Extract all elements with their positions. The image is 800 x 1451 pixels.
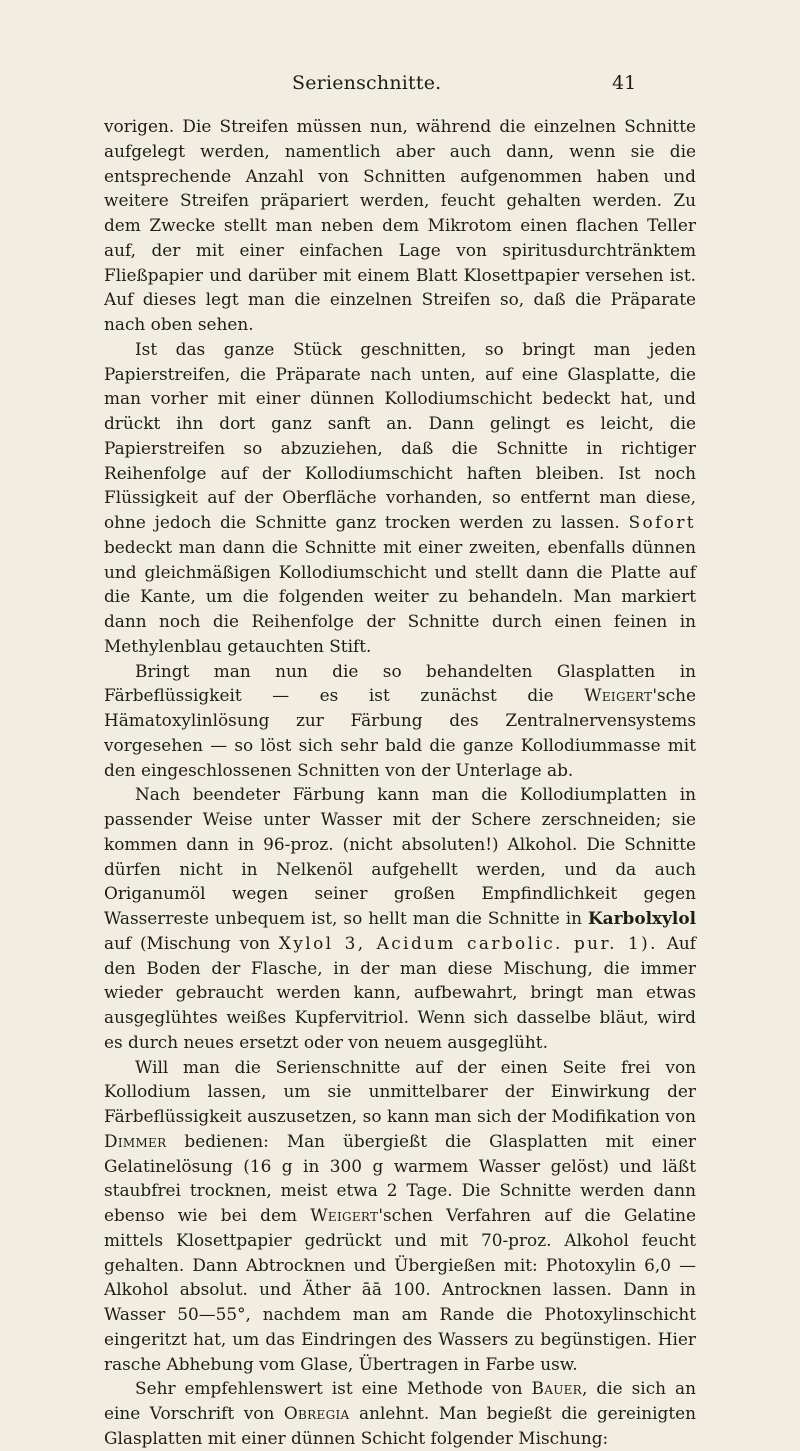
paragraph-5-text-b: bedienen: Man übergießt die Glasplatten mit einer Gelatinelösung (16 g in 300 g warmem Wasser gelöst) und läßt staubfrei trocknen, meist etwa 2 Tage. Die Schnitte werden dann ebenso wie bei dem xyxy=(104,1130,696,1225)
author-name-dimmer: Dimmer xyxy=(104,1130,167,1151)
author-name-obregia: Obregia xyxy=(283,1403,350,1423)
paragraph-1 xyxy=(104,114,696,337)
paragraph-4 xyxy=(104,782,696,1054)
author-name-bauer: Bauer xyxy=(531,1378,583,1399)
emphasis-karbolxylol: Karbolxylol xyxy=(588,908,696,928)
paragraph-5-text-c: 'schen Verfahren auf die Gelatine mittels Klosettpapier gedrückt und mit 70-proz. Alkohol feucht gehalten. Dann Abtrocknen und Übergießen mit: Photoxylin 6,0 — Alkohol absolut. und Äther āā 100. Antrocknen lassen. Dann in Wasser 50—55°, nachdem man am Rande die Photoxylinschicht eingeritzt hat, um das Eindringen des Wassers zu begünstigen. Hier rasche Abhebung vom Glase, Übertragen in Farbe usw. xyxy=(104,1205,696,1374)
paragraph-2-text-a: Ist das ganze Stück geschnitten, so bringt man jeden Papierstreifen, die Präparate nach unten, auf eine Glasplatte, die man vorher mit einer dünnen Kollodiumschicht bedeckt hat, und drückt ihn dort ganz sanft an. Dann gelingt es leicht, die Papierstreifen so abzuziehen, daß die Schnitte in richtiger Reihenfolge auf der Kollodiumschicht haften bleiben. Ist noch Flüssigkeit auf der Oberfläche vorhanden, so entfernt man diese, ohne jedoch die Schnitte ganz trocken werden zu lassen. xyxy=(104,338,696,532)
emphasis-sofort: Sofort xyxy=(628,512,696,532)
running-title: Serienschnitte. xyxy=(292,72,442,94)
paragraph-5-text-a: Will man die Serienschnitte auf der einen Seite frei von Kollodium lassen, um sie unmittelbarer der Einwirkung der Färbeflüssigkeit auszusetzen, so kann man sich der Modifikation von xyxy=(104,1056,696,1126)
paragraph-2-text-b: bedeckt man dann die Schnitte mit einer zweiten, ebenfalls dünnen und gleichmäßigen Kollodiumschicht und stellt dann die Platte auf die Kante, um die folgenden weiter zu behandeln. Man markiert dann noch die Reihenfolge der Schnitte durch einen feinen in Methylenblau getauchten Stift. xyxy=(104,536,696,656)
paragraph-6 xyxy=(104,1376,696,1450)
paragraph-4-text-c: Auf den Boden der Flasche, in der man diese Mischung, die immer wieder gebraucht werden kann, aufbewahrt, bringt man etwas ausgeglühtes weißes Kupfervitriol. Wenn sich dasselbe bläut, wird es durch neues ersetzt oder von neuem ausgeglüht. xyxy=(104,932,697,1052)
paragraph-1-text: vorigen. Die Streifen müssen nun, während die einzelnen Schnitte aufgelegt werden, namentlich aber auch dann, wenn sie die entsprechende Anzahl von Schnitten aufgenommen haben und weitere Streifen präpariert werden, feucht gehalten werden. Zu dem Zwecke stellt man neben dem Mikrotom einen flachen Teller auf, der mit einer einfachen Lage von spiritusdurchtränktem Fließpapier und darüber mit einem Blatt Klosettpapier versehen ist. Auf dieses legt man die einzelnen Streifen so, daß die Präparate nach oben sehen. xyxy=(104,116,696,334)
author-name-weigert: Weigert xyxy=(584,685,653,706)
body-text xyxy=(104,114,696,1451)
author-name-weigert-2: Weigert xyxy=(310,1205,379,1225)
paragraph-4-text-a: Nach beendeter Färbung kann man die Kollodiumplatten in passender Weise unter Wasser mit der Schere zerschneiden; sie kommen dann in 96-proz. (nicht absoluten!) Alkohol. Die Schnitte dürfen nicht in Nelkenöl aufgehellt werden, und da auch Origanumöl wegen seiner großen Empfindlichkeit gegen Wasserreste unbequem ist, so hellt man die Schnitte in xyxy=(104,784,696,928)
paragraph-4-text-b: auf (Mischung von xyxy=(104,932,271,953)
emphasis-xylol-formula: Xylol 3, Acidum carbolic. pur. 1). xyxy=(278,932,658,953)
paragraph-3-text-b: 'sche Hämatoxylinlösung zur Färbung des Zentralnervensystems vorgesehen — so löst sich sehr bald die ganze Kollodiummasse mit den eingeschlossenen Schnitten von der Unterlage ab. xyxy=(104,685,696,780)
paragraph-3 xyxy=(104,659,696,783)
paragraph-2 xyxy=(104,337,696,659)
paragraph-3-text-a: Bringt man nun die so behandelten Glasplatten in Färbeflüssigkeit — es ist zunächst die xyxy=(104,660,696,706)
page-header xyxy=(0,72,800,98)
paragraph-6-text-b: , die sich an eine Vorschrift von xyxy=(104,1378,697,1423)
paragraph-6-text-c: anlehnt. Man begießt die gereinigten Glasplatten mit einer dünnen Schicht folgender Mischung: xyxy=(104,1403,697,1448)
paragraph-5 xyxy=(104,1055,696,1377)
paragraph-6-text-a: Sehr empfehlenswert ist eine Methode von xyxy=(135,1378,523,1399)
page-number: 41 xyxy=(612,72,637,94)
